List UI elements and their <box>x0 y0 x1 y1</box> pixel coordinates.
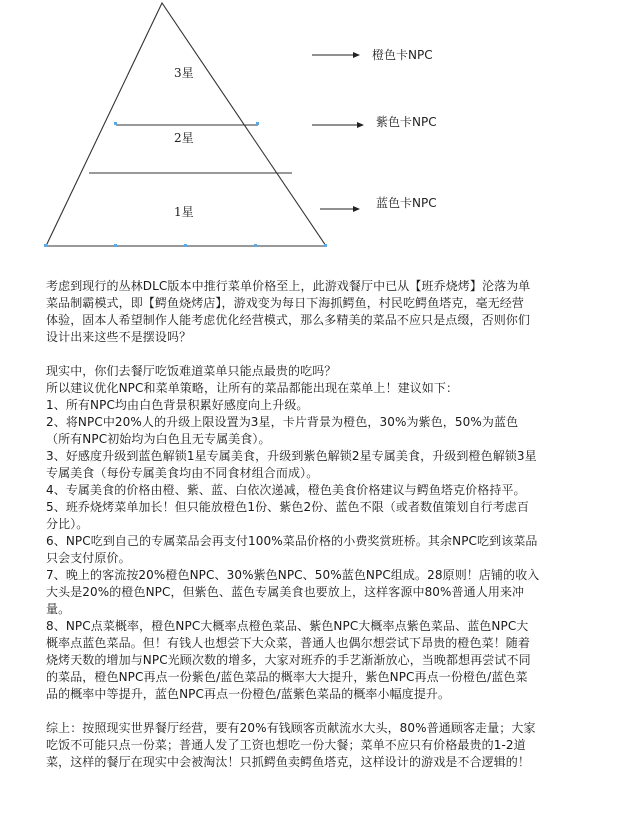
intro-line: 考虑到现行的丛林DLC版本中推行菜单价格至上，此游戏餐厅中已从【班乔烧烤】沦落为单 <box>46 279 531 293</box>
suggestion-line: 品的概率中等提升，蓝色NPC再点一份橙色/蓝紫色菜品的概率小幅度提升。 <box>46 687 451 701</box>
suggestion-line: 3、好感度升级到蓝色解锁1星专属美食，升级到紫色解锁2星专属美食，升级到橙色解锁3星 <box>46 449 537 463</box>
suggestion-line: 6、NPC吃到自己的专属菜品会再支付100%菜品价格的小费奖赏班桥。其余NPC吃到该菜品 <box>46 534 538 548</box>
suggestion-line: 1、所有NPC均由白色背景积累好感度向上升级。 <box>46 398 309 412</box>
suggestion-line: 2、将NPC中20%人的升级上限设置为3星，卡片背景为橙色，30%为紫色，50%为蓝色 <box>46 415 519 429</box>
suggestion-line: 7、晚上的客流按20%橙色NPC、30%紫色NPC、50%蓝色NPC组成。28原则！店铺的收入 <box>46 568 540 582</box>
article-body <box>46 278 594 771</box>
suggestion-line: 大头是20%的橙色NPC，但紫色、蓝色专属美食也要放上，这样客源中80%普通人用来冲 <box>46 585 525 599</box>
question-line: 现实中，你们去餐厅吃饭难道菜单只能点最贵的吃吗？ <box>46 364 337 378</box>
suggestion-line: 只会支付原价。 <box>46 551 131 565</box>
suggestion-line: 的菜品，橙色NPC再点一份紫色/蓝色菜品的概率大大提升，紫色NPC再点一份橙色/蓝色菜 <box>46 670 528 684</box>
star-pyramid-diagram <box>0 0 617 260</box>
suggestion-line: （所有NPC初始均为白色且无专属美食）。 <box>46 432 271 446</box>
intro-line: 设计出来这些不是摆设吗？ <box>46 330 192 344</box>
tier-label-1-star: 1星 <box>174 205 194 219</box>
card-label-blue: 蓝色卡NPC <box>376 196 437 210</box>
card-label-purple: 紫色卡NPC <box>376 115 437 129</box>
intro-line: 菜品制霸模式，即【鳄鱼烧烤店】，游戏变为每日下海抓鳄鱼，村民吃鳄鱼塔克，毫无经营 <box>46 296 525 310</box>
suggestion-line: 专属美食（每份专属美食均由不同食材组合而成）。 <box>46 466 319 480</box>
arrow-blue <box>320 206 360 212</box>
summary-line: 吃饭不可能只点一份菜；普通人发了工资也想吃一份大餐；菜单不应只有价格最贵的1-2道 <box>46 738 526 752</box>
intro-line: 体验，固本人希望制作人能考虑优化经营模式，那么多精美的菜品不应只是点缀，否则你们 <box>46 313 531 327</box>
arrow-orange <box>312 52 360 58</box>
suggestion-line: 量。 <box>46 602 71 616</box>
arrow-purple <box>312 122 364 128</box>
suggestion-line: 烧烤天数的增加与NPC光顾次数的增多，大家对班乔的手艺渐渐放心，当晚都想再尝试不同 <box>46 653 531 667</box>
intro-paragraph <box>46 278 594 346</box>
card-label-orange: 橙色卡NPC <box>372 48 433 62</box>
question-paragraph <box>46 363 594 397</box>
suggestion-line: 概率点蓝色菜品。但！有钱人也想尝下大众菜，普通人也偶尔想尝试下昂贵的橙色菜！随着 <box>46 636 531 650</box>
suggestion-line: 分比）。 <box>46 517 89 531</box>
summary-line: 综上：按照现实世界餐厅经营，要有20%有钱顾客贡献流水大头，80%普通顾客走量；大家 <box>46 721 536 735</box>
tier-label-2-star: 2星 <box>174 131 194 145</box>
suggestion-line: 4、专属美食的价格由橙、紫、蓝、白依次递减，橙色美食价格建议与鳄鱼塔克价格持平。 <box>46 483 526 497</box>
tier-label-3-star: 3星 <box>174 66 194 80</box>
suggestion-line: 5、班乔烧烤菜单加长！但只能放橙色1份、紫色2份、蓝色不限（或者数值策划自行考虑百 <box>46 500 530 514</box>
summary-line: 菜，这样的餐厅在现实中会被淘汰！只抓鳄鱼卖鳄鱼塔克，这样设计的游戏是不合逻辑的！ <box>46 755 531 769</box>
question-line: 所以建议优化NPC和菜单策略，让所有的菜品都能出现在菜单上！建议如下： <box>46 381 459 395</box>
suggestion-list <box>46 397 594 703</box>
suggestion-line: 8、NPC点菜概率，橙色NPC大概率点橙色菜品、紫色NPC大概率点紫色菜品、蓝色NPC大 <box>46 619 529 633</box>
summary-paragraph <box>46 720 594 771</box>
